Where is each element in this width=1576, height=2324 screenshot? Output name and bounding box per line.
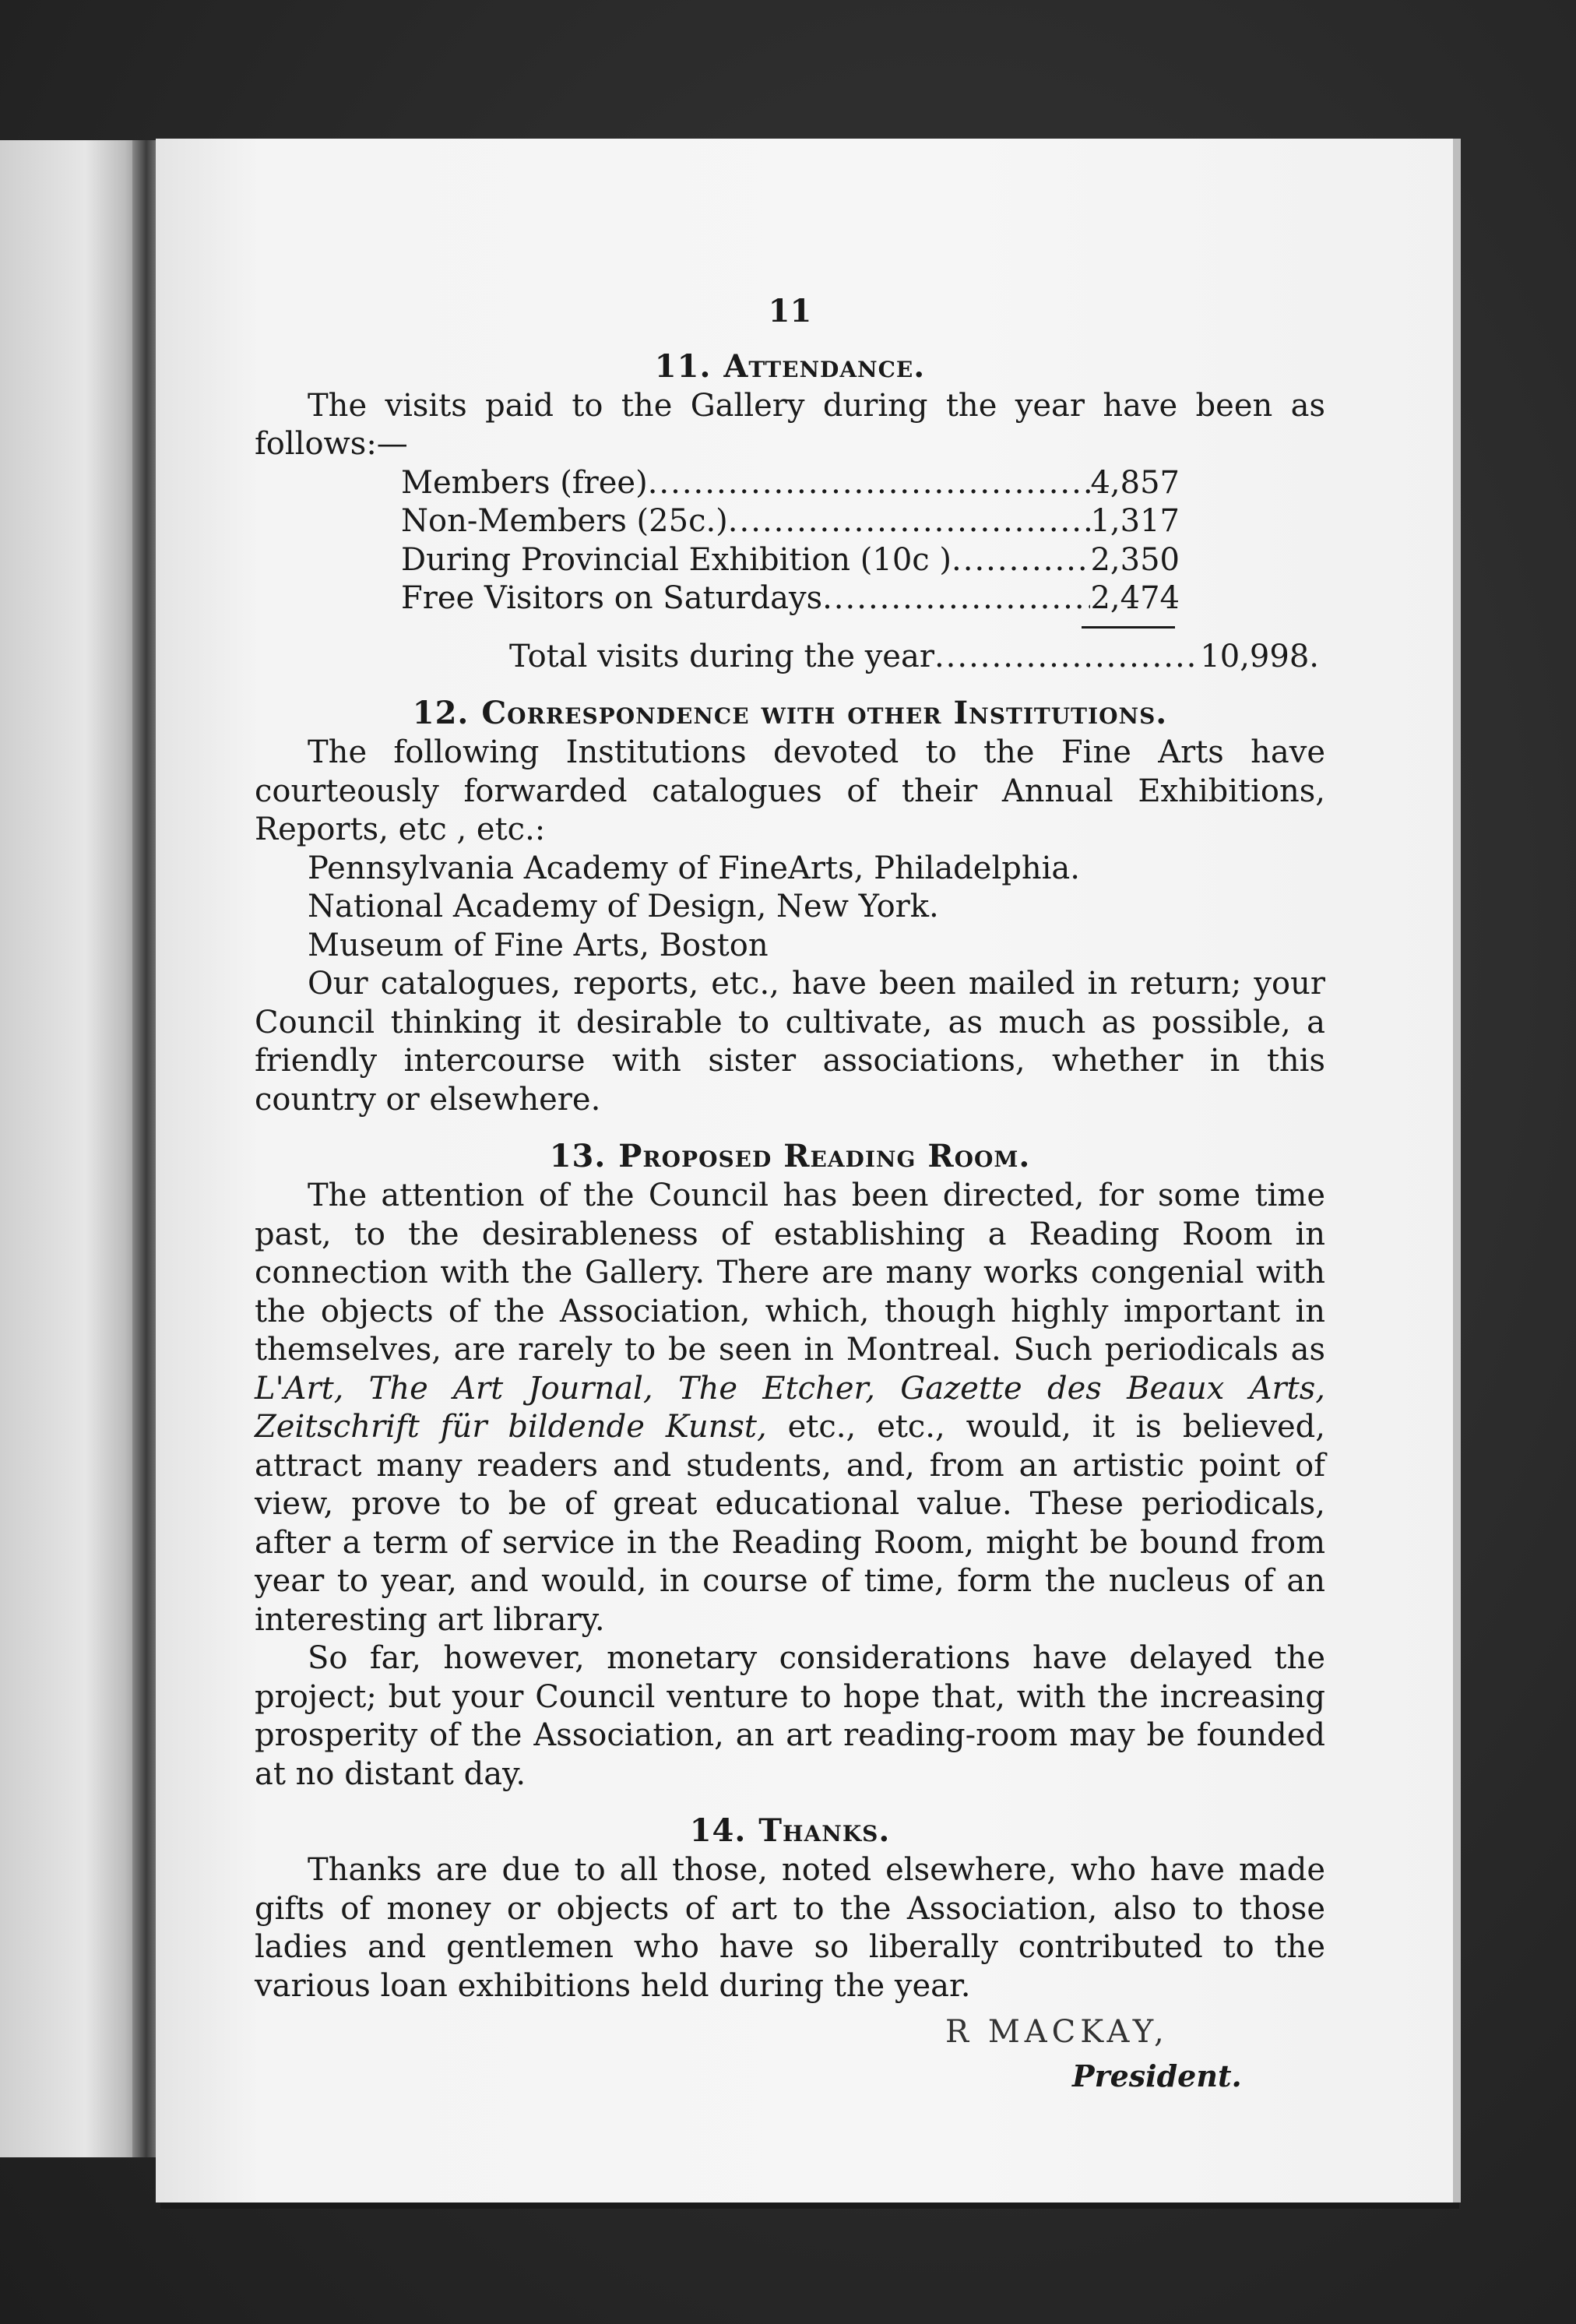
reading-room-paragraph: [255, 1177, 1325, 1639]
section-heading-thanks: [255, 1811, 1325, 1851]
signatory-name: R MACKAY,: [945, 2014, 1169, 2050]
attendance-value: 2,350: [1090, 541, 1180, 578]
section-title: Correspondence with other Institutions.: [481, 695, 1168, 731]
attendance-label: Free Visitors on Saturdays: [401, 580, 823, 616]
attendance-row: [401, 464, 1180, 503]
correspondence-closing: Our catalogues, reports, etc., have been mailed in return; your Council thinking it desirable to cultivate, as much as possible, a friendly intercourse with sister associations, whether in this country or elsewhere.: [255, 966, 1325, 1118]
attendance-value: 2,474: [1090, 580, 1180, 616]
attendance-row: [401, 502, 1180, 541]
leader-dots: [952, 541, 1090, 580]
thanks-paragraph: Thanks are due to all those, noted elsewhere, who have made gifts of money or objects of art to the Association, also to those ladies and gentlemen who have so liberally contributed to the various loan exhibitions held during the year.: [255, 1852, 1325, 2004]
leader-dots: [648, 464, 1091, 503]
page-content: [255, 292, 1325, 2114]
section-title: Attendance.: [723, 347, 926, 385]
signatory-title: President.: [1072, 2058, 1242, 2093]
institution-item: Museum of Fine Arts, Boston: [308, 927, 769, 963]
section-title: Proposed Reading Room.: [618, 1138, 1031, 1174]
total-label: Total visits during the year: [509, 638, 934, 674]
institution-item: National Academy of Design, New York.: [308, 889, 939, 924]
section-number: 14.: [689, 1812, 747, 1849]
section-number: 13.: [549, 1138, 607, 1174]
attendance-row: [401, 541, 1180, 580]
leader-dots: [728, 502, 1091, 541]
section-heading-correspondence: [255, 693, 1325, 734]
paragraph-text: etc., etc., would, it is believed, attract many readers and students, and, from an artistic point of view, prove to be of great educational value. These periodicals, after a term of service in the Reading Room, might be bound from year to year, and would, in course of time, form the nucleus of an interesting art library.: [255, 1409, 1326, 1638]
signature-block: [255, 2005, 1325, 2114]
section-heading-attendance: [255, 347, 1325, 387]
leader-dots: [934, 638, 1200, 677]
page-edge: [1453, 139, 1461, 2203]
page-number: 11: [768, 293, 812, 329]
attendance-value: 1,317: [1090, 503, 1180, 539]
attendance-total: [509, 638, 1319, 677]
total-value: 10,998.: [1200, 638, 1319, 674]
leader-dots: [822, 579, 1090, 618]
section-number: 12.: [412, 695, 470, 731]
reading-room-paragraph-2: So far, however, monetary considerations have delayed the project; but your Council venture to hope that, with the increasing prosperity of the Association, an art reading-room may be founded at no distant day.: [255, 1640, 1325, 1792]
sum-rule: [1082, 626, 1175, 629]
attendance-value: 4,857: [1090, 464, 1180, 501]
attendance-intro: The visits paid to the Gallery during the year have been as follows:—: [255, 387, 1325, 462]
institution-item: Pennsylvania Academy of FineArts, Philadelphia.: [308, 850, 1080, 886]
section-number: 11.: [654, 347, 712, 385]
section-title: Thanks.: [758, 1812, 891, 1849]
correspondence-intro: The following Institutions devoted to the Fine Arts have courteously forwarded catalogues of their Annual Exhibitions, Reports, etc , etc.:: [255, 734, 1325, 847]
attendance-row: [401, 579, 1180, 618]
attendance-label: Members (free): [401, 464, 648, 501]
section-heading-reading-room: [255, 1136, 1325, 1177]
paragraph-text: The attention of the Council has been directed, for some time past, to the desirableness of establishing a Reading Room in connection with the Gallery. There are many works congenial with the objects of the Association, which, though highly important in themselves, are rarely to be seen in Montreal. Such periodicals as: [255, 1178, 1325, 1368]
periodical-titles: L'Art, The Art Journal, The Etcher, Gazette des Beaux Arts, Zeitschrift für bildende Kunst,: [255, 1370, 1325, 1445]
attendance-label: Non-Members (25c.): [401, 503, 728, 539]
attendance-table: [401, 464, 1325, 618]
attendance-label: During Provincial Exhibition (10c ): [401, 541, 952, 578]
